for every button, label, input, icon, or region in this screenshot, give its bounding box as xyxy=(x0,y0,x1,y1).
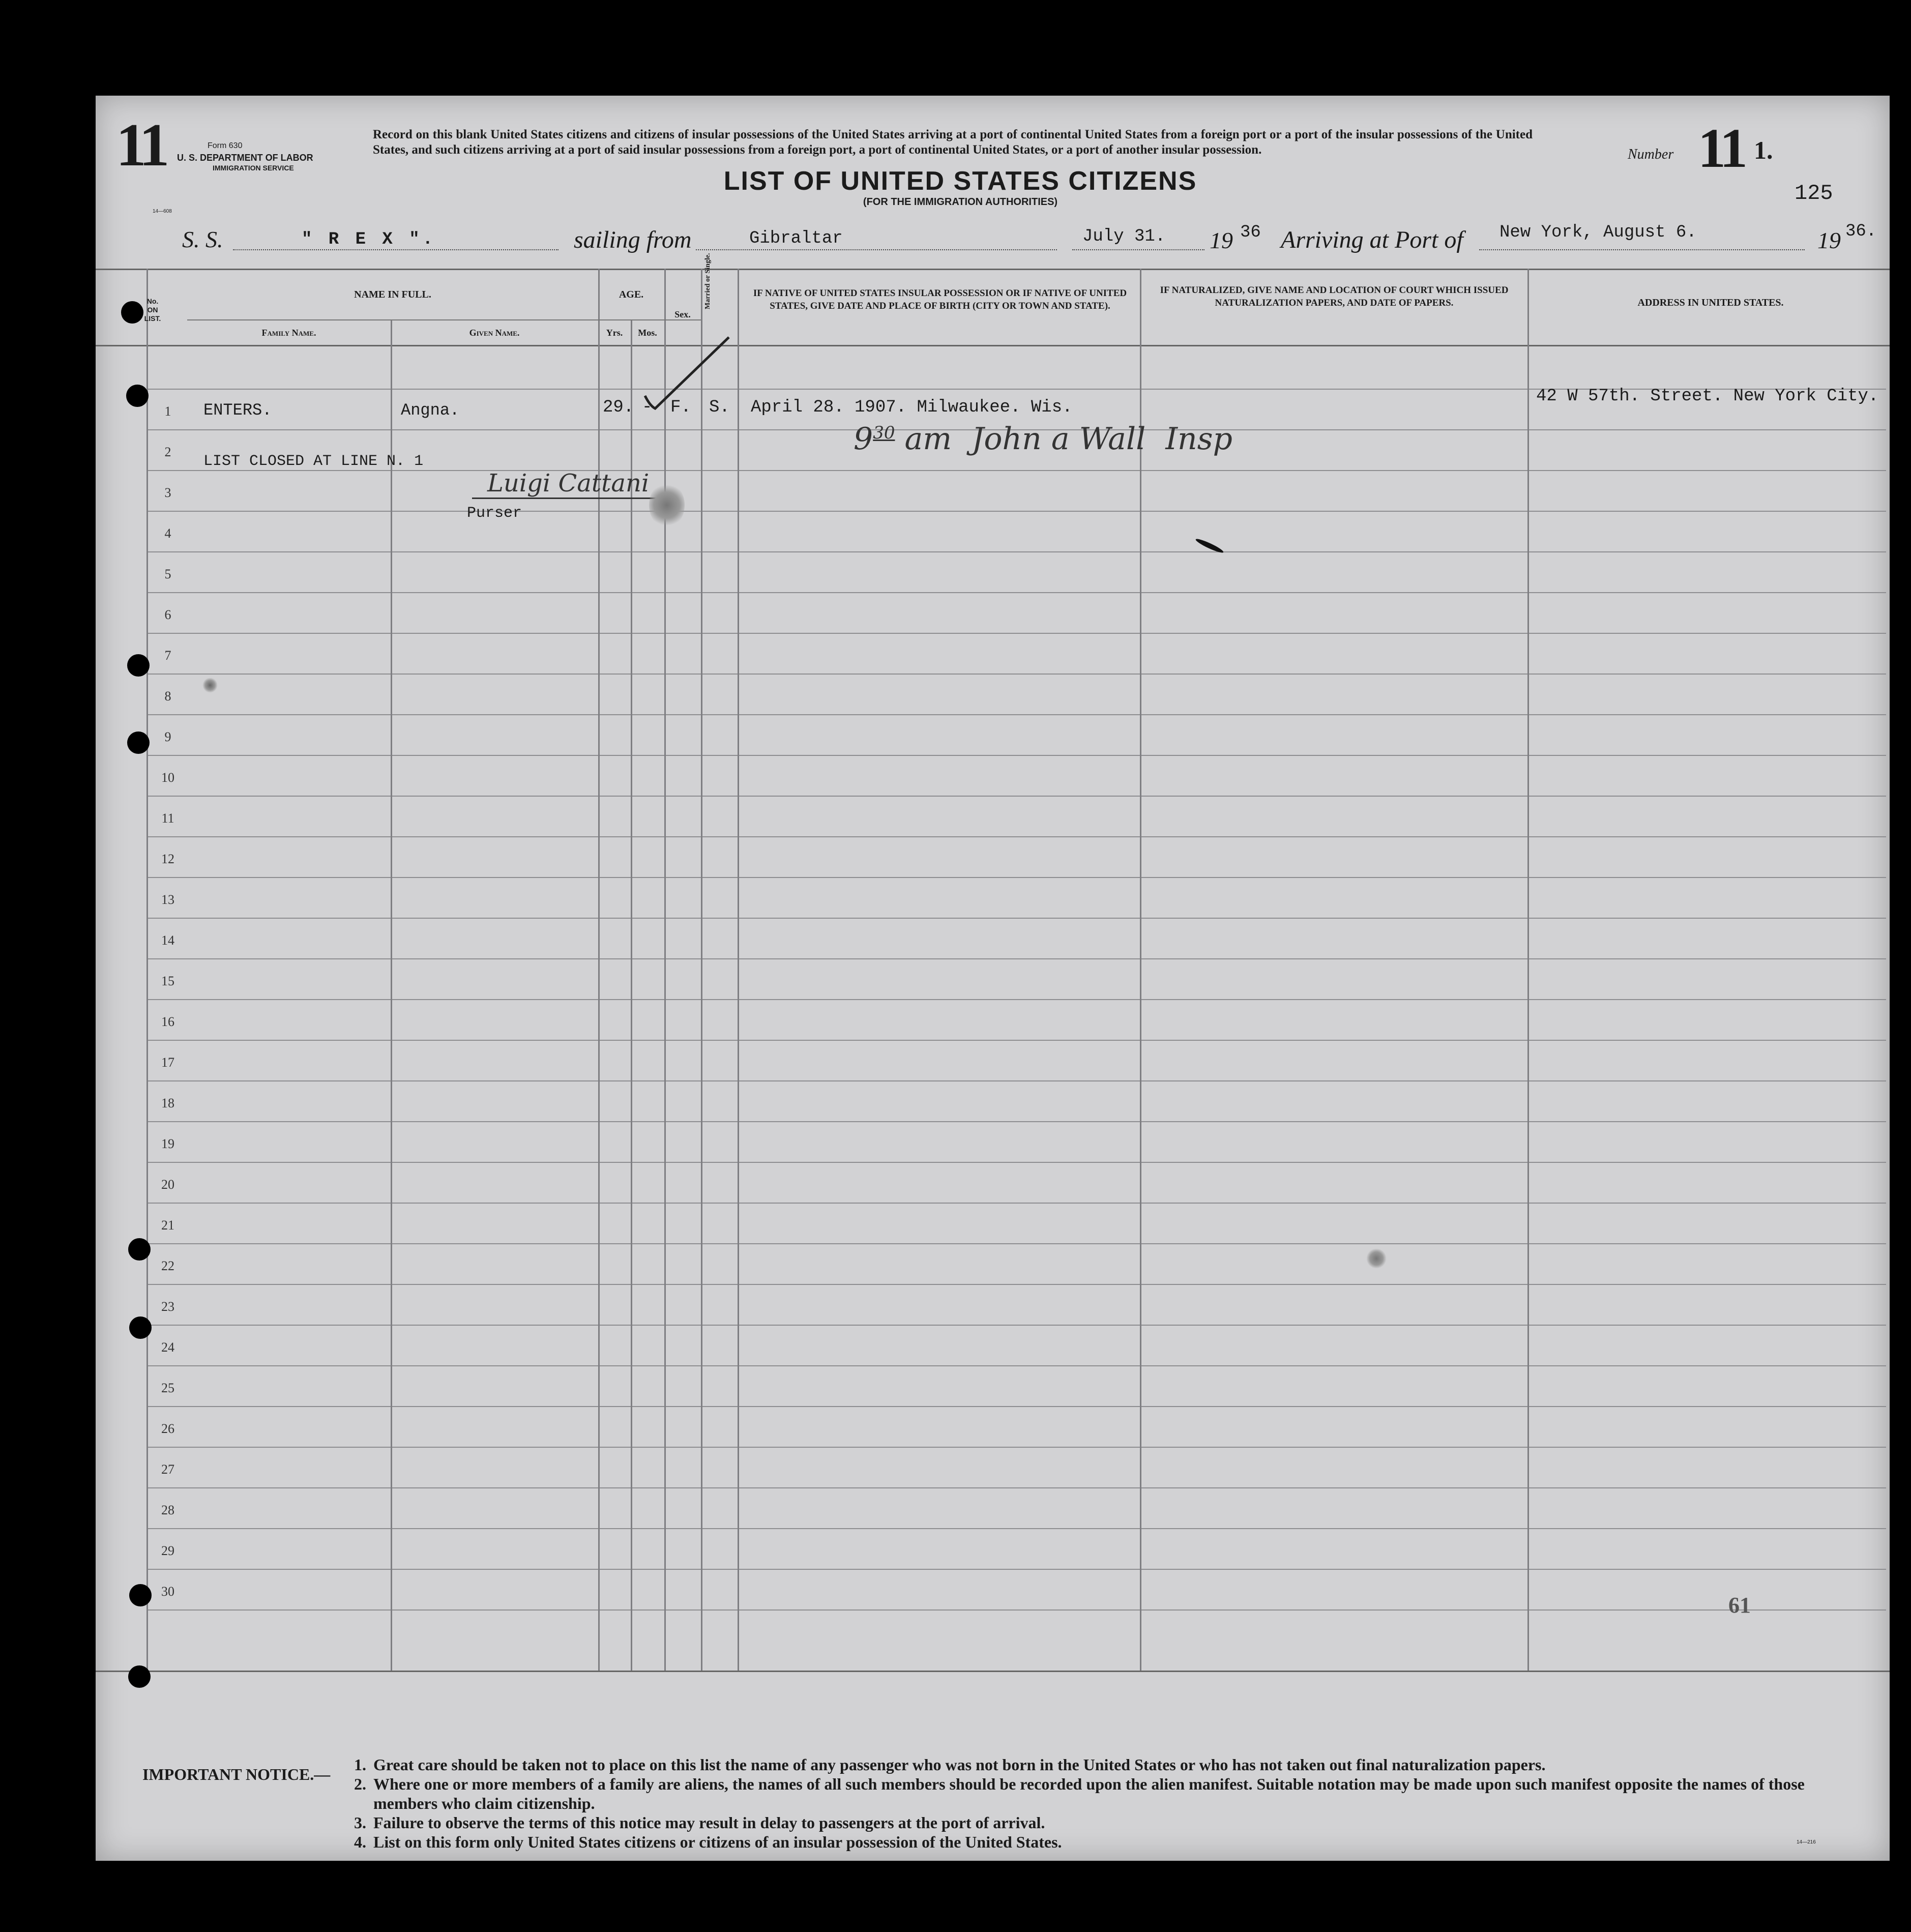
notice-num: 1. xyxy=(354,1755,366,1774)
entry-given-name: Angna. xyxy=(401,401,460,420)
col-divider-naturalized xyxy=(1527,269,1529,1671)
header-married-single: Married or Single. xyxy=(704,253,712,309)
sailing-from: Gibraltar xyxy=(749,229,843,248)
inspector-time-hour: 9 xyxy=(854,421,873,457)
departure-date: July 31. xyxy=(1082,227,1166,246)
binder-hole xyxy=(121,301,143,324)
row-number: 10 xyxy=(161,770,174,785)
inspector-signature: John a Wall xyxy=(972,421,1146,457)
notice-num: 4. xyxy=(354,1833,366,1851)
form-code: 14—608 xyxy=(153,209,172,214)
entry-birth: April 28. 1907. Milwaukee. Wis. xyxy=(751,398,1073,417)
port-rule xyxy=(696,249,1057,250)
arrival-port-date: New York, August 6. xyxy=(1500,223,1697,242)
ruled-line xyxy=(146,714,1886,715)
year-prefix: 19 xyxy=(1210,227,1233,253)
binder-hole xyxy=(129,1584,152,1606)
row-number: 16 xyxy=(161,1014,174,1029)
binder-hole xyxy=(127,731,150,754)
arriving-label: Arriving at Port of xyxy=(1281,226,1463,253)
row-number: 20 xyxy=(161,1177,174,1192)
ruled-line xyxy=(146,1203,1886,1204)
ink-blot xyxy=(202,678,218,693)
row-number: 5 xyxy=(164,567,171,581)
ruled-line xyxy=(146,877,1886,878)
notice-item xyxy=(354,1755,1865,1774)
binder-hole xyxy=(128,1238,151,1261)
inspector-note xyxy=(854,421,1232,457)
check-mark xyxy=(640,335,731,411)
col-divider-native xyxy=(1140,269,1141,1671)
row-number: 11 xyxy=(161,811,174,826)
col-divider-age xyxy=(664,269,666,1671)
header-no-on-list: No. ON LIST. xyxy=(144,297,161,323)
purser-signature: Luigi Cattani xyxy=(472,469,664,499)
ruled-line xyxy=(146,1080,1886,1081)
inspector-time-min: 30 xyxy=(873,423,895,443)
ruled-line xyxy=(146,958,1886,959)
row-number: 3 xyxy=(164,485,171,500)
row-number: 25 xyxy=(161,1381,174,1395)
row-number: 23 xyxy=(161,1299,174,1314)
row-number: 13 xyxy=(161,892,174,907)
service: IMMIGRATION SERVICE xyxy=(213,164,294,172)
binder-hole xyxy=(126,385,149,407)
ruled-line xyxy=(146,1447,1886,1448)
row-number: 26 xyxy=(161,1421,174,1436)
ruled-line xyxy=(146,1528,1886,1529)
notice-item xyxy=(354,1774,1865,1813)
ruled-line xyxy=(146,1487,1886,1488)
inspector-title: Insp xyxy=(1165,421,1232,457)
row-number: 29 xyxy=(161,1543,174,1558)
row-number: 30 xyxy=(161,1584,174,1599)
row-number: 22 xyxy=(161,1258,174,1273)
notice-text: List on this form only United States citizens or citizens of an insular possession of the United States. xyxy=(373,1833,1062,1851)
list-closed-note: LIST CLOSED AT LINE N. 1 xyxy=(203,453,424,470)
ruled-line xyxy=(146,796,1886,797)
row-number: 2 xyxy=(164,445,171,459)
entry-sex: F. xyxy=(670,398,691,417)
notice-item xyxy=(354,1813,1865,1832)
notice-heading: IMPORTANT NOTICE.— xyxy=(142,1765,331,1783)
page-subtitle: (FOR THE IMMIGRATION AUTHORITIES) xyxy=(863,196,1058,208)
table-header-rule xyxy=(96,345,1890,346)
notice-list xyxy=(354,1755,1865,1852)
date-rule xyxy=(1072,249,1204,250)
number-suffix: 1. xyxy=(1754,136,1773,164)
col-divider-sex xyxy=(701,269,702,1671)
entry-age-yrs: 29. xyxy=(603,398,634,417)
row-number: 6 xyxy=(164,607,171,622)
voyage-line xyxy=(96,223,1890,264)
ruled-line xyxy=(146,1609,1886,1611)
row-number: 9 xyxy=(164,729,171,744)
entry-family-name: ENTERS. xyxy=(203,401,272,420)
ruled-line xyxy=(146,1243,1886,1244)
number-label: Number xyxy=(1628,147,1674,162)
ss-label: S. S. xyxy=(182,226,223,252)
ship-rule xyxy=(233,249,558,250)
ruled-line xyxy=(146,999,1886,1000)
row-number: 18 xyxy=(161,1096,174,1110)
row-number: 4 xyxy=(164,526,171,541)
header-native: IF NATIVE OF UNITED STATES INSULAR POSSESSION OR IF NATIVE OF UNITED STATES, GIVE DATE AND PLACE OF BIRTH (CITY OR TOWN AND STATE). xyxy=(753,288,1127,311)
col-divider-no xyxy=(146,269,148,1671)
page-title: LIST OF UNITED STATES CITIZENS xyxy=(723,166,1197,196)
header-mos: Mos. xyxy=(638,328,657,338)
row-number: 14 xyxy=(161,933,174,948)
col-divider-family xyxy=(391,319,392,1671)
notice-text: Great care should be taken not to place on this list the name of any passenger who was not born in the United States or who has not taken out final naturalization papers. xyxy=(373,1755,1546,1774)
ink-blot xyxy=(649,482,685,528)
ruled-line xyxy=(146,674,1886,675)
header-sex: Sex. xyxy=(674,309,691,319)
notice-num: 3. xyxy=(354,1813,366,1832)
ship-name: " R E X ". xyxy=(302,230,436,249)
number-value: 11 xyxy=(1698,117,1745,179)
arrival-year-prefix: 19 xyxy=(1817,227,1841,253)
header-family-name: Family Name. xyxy=(261,328,316,338)
stamp-number: 61 xyxy=(1728,1593,1751,1618)
header-name-in-full: NAME IN FULL. xyxy=(354,289,431,300)
table-bottom-rule xyxy=(96,1671,1890,1672)
row-number: 21 xyxy=(161,1218,174,1233)
entry-age-mos: - xyxy=(642,398,653,417)
row-number: 15 xyxy=(161,974,174,988)
ruled-line xyxy=(146,836,1886,837)
ruled-line xyxy=(146,755,1886,756)
binder-hole xyxy=(127,654,150,677)
ruled-line xyxy=(146,551,1886,552)
department: U. S. DEPARTMENT OF LABOR xyxy=(177,153,313,163)
ruled-line xyxy=(146,1569,1886,1570)
form-number: Form 630 xyxy=(208,141,243,150)
sailing-from-label: sailing from xyxy=(574,226,692,253)
page-number: 125 xyxy=(1795,181,1833,206)
col-divider-married xyxy=(738,269,739,1671)
ruled-line xyxy=(146,1406,1886,1407)
header-yrs: Yrs. xyxy=(606,328,623,338)
notice-text: Failure to observe the terms of this notice may result in delay to passengers at the port of arrival. xyxy=(373,1813,1045,1832)
document-page xyxy=(96,96,1890,1861)
ruled-line xyxy=(146,592,1886,593)
col-divider-yrs xyxy=(631,319,632,1671)
row-number: 7 xyxy=(164,648,171,663)
arrival-year: 36. xyxy=(1845,222,1877,241)
notice-num: 2. xyxy=(354,1775,366,1793)
entry-address: 42 W 57th. Street. New York City. xyxy=(1536,387,1879,406)
arrival-rule xyxy=(1479,249,1805,250)
purser-label: Purser xyxy=(467,505,522,522)
inspector-am: am xyxy=(904,421,952,457)
ruled-line xyxy=(146,1121,1886,1122)
ink-blot xyxy=(1366,1248,1387,1269)
header-naturalized: IF NATURALIZED, GIVE NAME AND LOCATION OF COURT WHICH ISSUED NATURALIZATION PAPERS, AND DATE OF PAPERS. xyxy=(1160,285,1509,308)
row-number: 1 xyxy=(164,404,171,419)
notice-text: Where one or more members of a family are aliens, the names of all such members should be recorded upon the alien manifest. Suitable notation may be made upon such manifest opposite the names of those members who claim citizenship. xyxy=(373,1775,1805,1812)
row-number: 8 xyxy=(164,689,171,704)
ruled-line xyxy=(146,511,1886,512)
entry-marital: S. xyxy=(709,398,730,417)
row-number: 12 xyxy=(161,852,174,866)
sheet-number-left: 11 xyxy=(116,111,166,179)
header-given-name: Given Name. xyxy=(469,328,520,338)
instructions: Record on this blank United States citizens and citizens of insular possessions of the United States arriving at a port of continental United States from a foreign port or a port of the insular possessions of the United States, and such citizens arriving at a port of said insular possessions from a foreign port, a port of continental United States, or a port of another insular possession. xyxy=(373,128,1533,157)
binder-hole xyxy=(128,1665,151,1688)
header-age: AGE. xyxy=(619,289,644,300)
header-address: ADDRESS IN UNITED STATES. xyxy=(1637,297,1784,308)
departure-year: 36 xyxy=(1240,223,1261,242)
row-number: 28 xyxy=(161,1503,174,1517)
ruled-line xyxy=(146,1162,1886,1163)
ruled-line xyxy=(146,633,1886,634)
notice-footer-code: 14—216 xyxy=(1797,1839,1816,1845)
ruled-line xyxy=(146,918,1886,919)
ruled-line xyxy=(146,1284,1886,1285)
row-number: 27 xyxy=(161,1462,174,1477)
ruled-line xyxy=(146,1040,1886,1041)
ruled-line xyxy=(146,470,1886,471)
row-number: 19 xyxy=(161,1136,174,1151)
name-age-underline xyxy=(187,319,701,320)
table-header-bottom xyxy=(96,269,1890,270)
ruled-line xyxy=(146,1325,1886,1326)
binder-hole xyxy=(129,1316,152,1339)
notice-item xyxy=(354,1832,1865,1852)
row-number: 17 xyxy=(161,1055,174,1070)
row-number: 24 xyxy=(161,1340,174,1355)
ruled-line xyxy=(146,1365,1886,1366)
